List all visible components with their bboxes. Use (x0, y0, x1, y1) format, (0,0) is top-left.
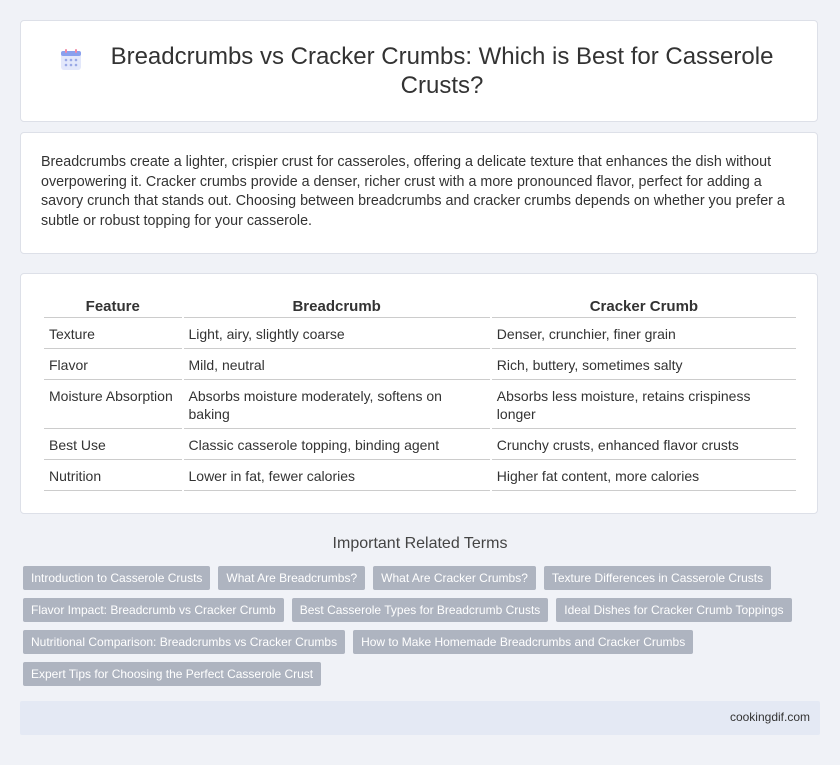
header-feature: Feature (44, 296, 182, 318)
table-cell: Denser, crunchier, finer grain (492, 320, 796, 349)
related-tag[interactable]: Texture Differences in Casserole Crusts (544, 566, 771, 590)
intro-paragraph: Breadcrumbs create a lighter, crispier crust for casseroles, offering a delicate texture that enhances the dish without overpowering it. Cracker crumbs provide a denser, richer crust with a more pronounced flavor, perfect for adding a savory crunch that stands out. Choosing between breadcrumbs and cracker crumbs depends on whether you prefer a subtle or robust topping for your casserole. (41, 154, 785, 229)
table-cell: Texture (44, 320, 182, 349)
table-row (44, 431, 796, 460)
table-cell: Moisture Absorption (44, 382, 182, 429)
table-cell: Crunchy crusts, enhanced flavor crusts (492, 431, 796, 460)
table-cell: Mild, neutral (184, 351, 490, 380)
footer (20, 701, 820, 735)
table-row (44, 382, 796, 429)
comparison-card (20, 273, 818, 514)
table-header-row (44, 296, 796, 318)
table-cell: Flavor (44, 351, 182, 380)
footer-site-link[interactable]: cookingdif.com (729, 710, 810, 724)
table-cell: Best Use (44, 431, 182, 460)
table-row (44, 462, 796, 491)
related-tag[interactable]: What Are Cracker Crumbs? (373, 566, 536, 590)
comparison-table (42, 294, 798, 493)
intro-card (20, 132, 818, 254)
title-card (20, 20, 818, 122)
calendar-icon (59, 48, 83, 72)
tag-row (23, 598, 823, 622)
title-wrap (59, 42, 779, 100)
related-tag[interactable]: Ideal Dishes for Cracker Crumb Toppings (556, 598, 791, 622)
tag-row (23, 566, 823, 590)
header-cracker-crumb: Cracker Crumb (492, 296, 796, 318)
related-tag[interactable]: Introduction to Casserole Crusts (23, 566, 210, 590)
table-row (44, 320, 796, 349)
table-cell: Classic casserole topping, binding agent (184, 431, 490, 460)
related-tag[interactable]: What Are Breadcrumbs? (218, 566, 365, 590)
table-cell: Absorbs less moisture, retains crispiness longer (492, 382, 796, 429)
table-row (44, 351, 796, 380)
table-cell: Rich, buttery, sometimes salty (492, 351, 796, 380)
related-tag[interactable]: Nutritional Comparison: Breadcrumbs vs Cracker Crumbs (23, 630, 345, 654)
table-cell: Nutrition (44, 462, 182, 491)
table-cell: Absorbs moisture moderately, softens on baking (184, 382, 490, 429)
related-terms-tags (23, 566, 823, 694)
table-cell: Lower in fat, fewer calories (184, 462, 490, 491)
table-cell: Higher fat content, more calories (492, 462, 796, 491)
page-title: Breadcrumbs vs Cracker Crumbs: Which is Best for Casserole Crusts? (110, 43, 774, 99)
header-breadcrumb: Breadcrumb (184, 296, 490, 318)
related-tag[interactable]: How to Make Homemade Breadcrumbs and Cracker Crumbs (353, 630, 693, 654)
tag-row (23, 662, 823, 686)
related-tag[interactable]: Best Casserole Types for Breadcrumb Crusts (292, 598, 549, 622)
related-tag[interactable]: Expert Tips for Choosing the Perfect Casserole Crust (23, 662, 321, 686)
tag-row (23, 630, 823, 654)
related-terms-heading: Important Related Terms (332, 535, 508, 552)
table-cell: Light, airy, slightly coarse (184, 320, 490, 349)
related-tag[interactable]: Flavor Impact: Breadcrumb vs Cracker Crumb (23, 598, 284, 622)
